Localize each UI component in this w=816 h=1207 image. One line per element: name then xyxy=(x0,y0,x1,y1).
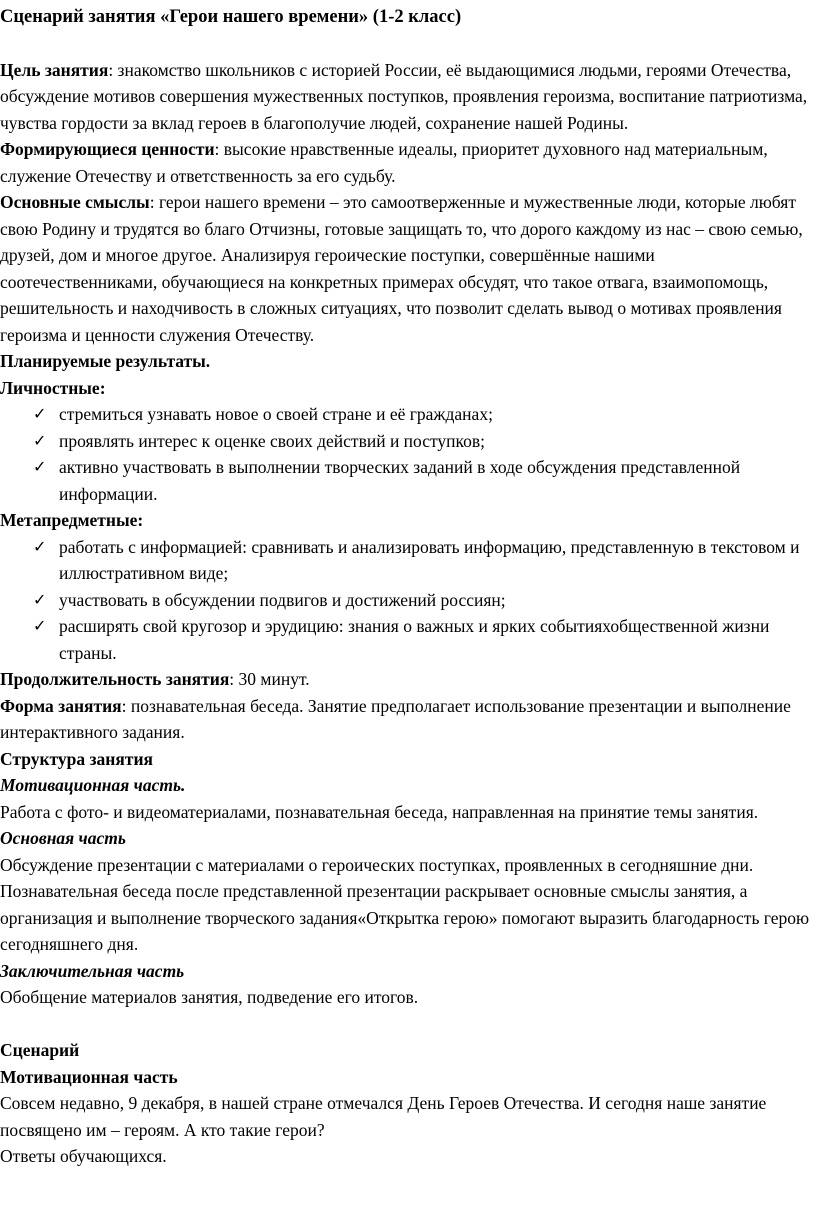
form-paragraph xyxy=(0,693,816,746)
form-label: Форма занятия xyxy=(0,695,122,716)
duration-paragraph xyxy=(0,666,816,693)
goal-text: : знакомство школьников с историей России, её выдающимися людьми, героями Отечества, обсуждение мотивов совершения мужественных поступков, проявления героизма, воспитание патриотизма, чувства гордости за вклад героев в благополучие людей, сохранение нашей Родины. xyxy=(0,59,808,133)
structure-heading: Структура занятия xyxy=(0,748,154,769)
check-icon: ✓ xyxy=(33,589,47,609)
document-title: Сценарий занятия «Герои нашего времени» (1-2 класс) xyxy=(0,7,462,27)
list-item: ✓ проявлять интерес к оценке своих действий и поступков; xyxy=(0,428,816,455)
values-label: Формирующиеся ценности xyxy=(0,139,215,159)
meanings-text: : герои нашего времени – это самоотверженные и мужественные люди, которые любят свою Родину и трудятся во благо Отчизны, готовые защищать то, что дорого каждому из нас – свою семью, друзей, дом и многое другое. Анализируя героические поступки, совершённые нашими соотечественниками, обучающиеся на конкретных примерах обсудят, что такое отвага, взаимопомощь, решительность и находчивость в сложных ситуациях, что позволит сделать вывод о мотивах проявления героизма и ценности служения Отечеству. xyxy=(0,192,803,345)
list-item: ✓ работать с информацией: сравнивать и анализировать информацию, представленную в текстовом и иллюстративном виде; xyxy=(0,534,816,587)
meta-results-heading: Метапредметные: xyxy=(0,510,144,530)
check-icon: ✓ xyxy=(33,430,47,450)
form-text: : познавательная беседа. Занятие предполагает использование презентации и выполнение интерактивного задания. xyxy=(0,695,791,742)
duration-text: : 30 минут. xyxy=(229,669,310,689)
personal-results-list xyxy=(0,401,816,507)
check-icon: ✓ xyxy=(33,616,47,635)
duration-label: Продолжительность занятия xyxy=(0,669,230,689)
values-paragraph xyxy=(0,136,816,189)
structure-main-heading: Основная часть xyxy=(0,828,126,848)
meanings-paragraph xyxy=(0,189,816,348)
structure-final-text: Обобщение материалов занятия, подведение его итогов. xyxy=(0,987,419,1007)
results-heading: Планируемые результаты. xyxy=(0,351,211,371)
structure-main-text: Обсуждение презентации с материалами о героических поступках, проявленных в сегодняшние дни. Познавательная беседа после представленной презентации раскрывает основные смыслы занятия, а организация и выполнение творческого задания«Открытка герою» помогают выразить благодарность герою сегодняшнего дня. xyxy=(0,854,810,954)
list-item: ✓ активно участвовать в выполнении творческих заданий в ходе обсуждения представленной информации. xyxy=(0,454,816,507)
personal-results-heading: Личностные: xyxy=(0,377,106,398)
scenario-text: Совсем недавно, 9 декабря, в нашей стране отмечался День Героев Отечества. И сегодня наше занятие посвящено им – героям. А кто такие герои? xyxy=(0,1093,767,1140)
scenario-answers: Ответы обучающихся. xyxy=(0,1146,167,1166)
values-text: : высокие нравственные идеалы, приоритет духовного над материальным, служение Отечеству и ответственность за его судьбу. xyxy=(0,139,768,186)
structure-final-heading: Заключительная часть xyxy=(0,960,185,981)
scenario-heading: Сценарий xyxy=(0,1040,80,1060)
paragraph-gap xyxy=(0,1011,816,1038)
goal-paragraph xyxy=(0,57,816,137)
check-icon: ✓ xyxy=(33,536,47,556)
list-item: ✓ расширять свой кругозор и эрудицию: знания о важных и ярких событияхобщественной жизни страны. xyxy=(0,613,816,666)
check-icon: ✓ xyxy=(33,457,47,476)
structure-motivation-heading: Мотивационная часть. xyxy=(0,775,186,795)
meta-results-list xyxy=(0,534,816,667)
check-icon: ✓ xyxy=(33,404,47,423)
scenario-motivation-heading: Мотивационная часть xyxy=(0,1066,178,1087)
list-item: ✓ участвовать в обсуждении подвигов и достижений россиян; xyxy=(0,587,816,614)
list-item: ✓ стремиться узнавать новое о своей стране и её гражданах; xyxy=(0,401,816,428)
goal-label: Цель занятия xyxy=(0,59,109,80)
meanings-label: Основные смыслы xyxy=(0,192,150,212)
structure-motivation-text: Работа с фото- и видеоматериалами, познавательная беседа, направленная на принятие темы занятия. xyxy=(0,801,759,822)
